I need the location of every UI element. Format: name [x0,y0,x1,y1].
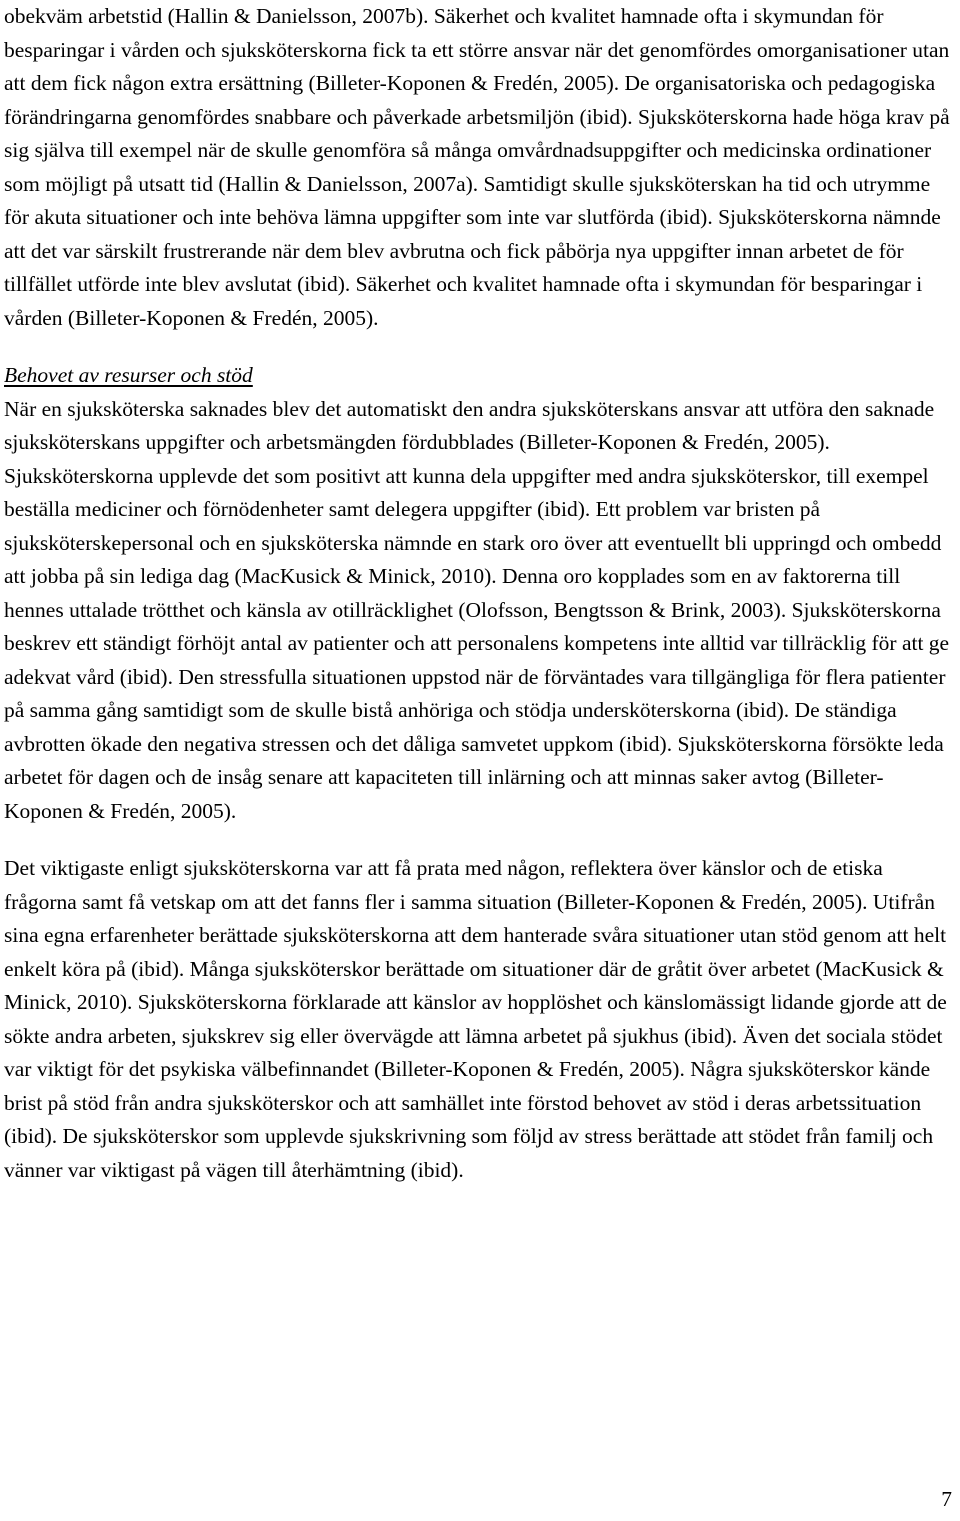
paragraph-workload: obekväm arbetstid (Hallin & Danielsson, 2007b). Säkerhet och kvalitet hamnade ofta i skymundan för besparingar i vården och sjuksköterskorna fick ta ett större ansvar när det genomfördes omorganisationer utan att dem fick någon extra ersättning (Billeter-Koponen & Fredén, 2005). De organisatoriska och pedagogiska förändringarna genomfördes snabbare och påverkade arbetsmiljön (ibid). Sjuksköterskorna hade höga krav på sig själva till exempel när de skulle genomföra så många omvårdnadsuppgifter och medicinska ordinationer som möjligt på utsatt tid (Hallin & Danielsson, 2007a). Samtidigt skulle sjuksköterskan ha tid och utrymme för akuta situationer och inte behöva lämna uppgifter som inte var slutförda (ibid). Sjuksköterskorna nämnde att det var särskilt frustrerande när dem blev avbrutna och fick påbörja nya uppgifter innan arbetet de för tillfället utförde inte blev avslutat (ibid). Säkerhet och kvalitet hamnade ofta i skymundan för besparingar i vården (Billeter-Koponen & Fredén, 2005). [4,4,950,330]
paragraph-support: Det viktigaste enligt sjuksköterskorna var att få prata med någon, reflektera över känslor och de etiska frågorna samt få vetskap om att det fanns fler i samma situation (Billeter-Koponen & Fredén, 2005). Utifrån sina egna erfarenheter berättade sjuksköterskorna att dem hanterade svåra situationer utan stöd genom att helt enkelt köra på (ibid). Många sjuksköterskor berättade om situationer där de gråtit över arbetet (MacKusick & Minick, 2010). Sjuksköterskorna förklarade att känslor av hopplöshet och känslomässigt lidande gjorde att de sökte andra arbeten, sjukskrev sig eller övervägde att lämna arbetet på sjukhus (ibid). Även det sociala stödet var viktigt för det psykiska välbefinnandet (Billeter-Koponen & Fredén, 2005). Några sjuksköterskor kände brist på stöd från andra sjuksköterskor och att samhället inte förstod behovet av stöd i deras arbetssituation (ibid). De sjuksköterskor som upplevde sjukskrivning som följd av stress berättade att stödet från familj och vänner var viktigast på vägen till återhämtning (ibid). [4,856,947,1182]
paragraph-gap [4,335,954,359]
page-number: 7 [941,1487,952,1511]
paragraph-gap [4,828,954,852]
document-page [4,0,954,1187]
section-heading: Behovet av resurser och stöd [4,363,253,387]
paragraph-resources: När en sjuksköterska saknades blev det automatiskt den andra sjuksköterskans ansvar att utföra den saknade sjuksköterskans uppgifter och arbetsmängden fördubblades (Billeter-Koponen & Fredén, 2005). Sjuksköterskorna upplevde det som positivt att kunna dela uppgifter med andra sjuksköterskor, till exempel beställa mediciner och förnödenheter samt delegera uppgifter (ibid). Ett problem var bristen på sjuksköterskepersonal och en sjuksköterska nämnde en stark oro över att eventuellt bli uppringd och ombedd att jobba på sin lediga dag (MacKusick & Minick, 2010). Denna oro kopplades som en av faktorerna till hennes uttalade trötthet och känsla av otillräcklighet (Olofsson, Bengtsson & Brink, 2003). Sjuksköterskorna beskrev ett ständigt förhöjt antal av patienter och att personalens kompetens inte alltid var tillräcklig för att ge adekvat vård (ibid). Den stressfulla situationen uppstod när de förväntades vara tillgängliga för flera patienter på samma gång samtidigt som de skulle bistå anhöriga och stödja undersköterskorna (ibid). De ständiga avbrotten ökade den negativa stressen och det dåliga samvetet uppkom (ibid). Sjuksköterskorna försökte leda arbetet för dagen och de insåg senare att kapaciteten till inlärning och att minnas saker avtog (Billeter-Koponen & Fredén, 2005). [4,396,950,823]
